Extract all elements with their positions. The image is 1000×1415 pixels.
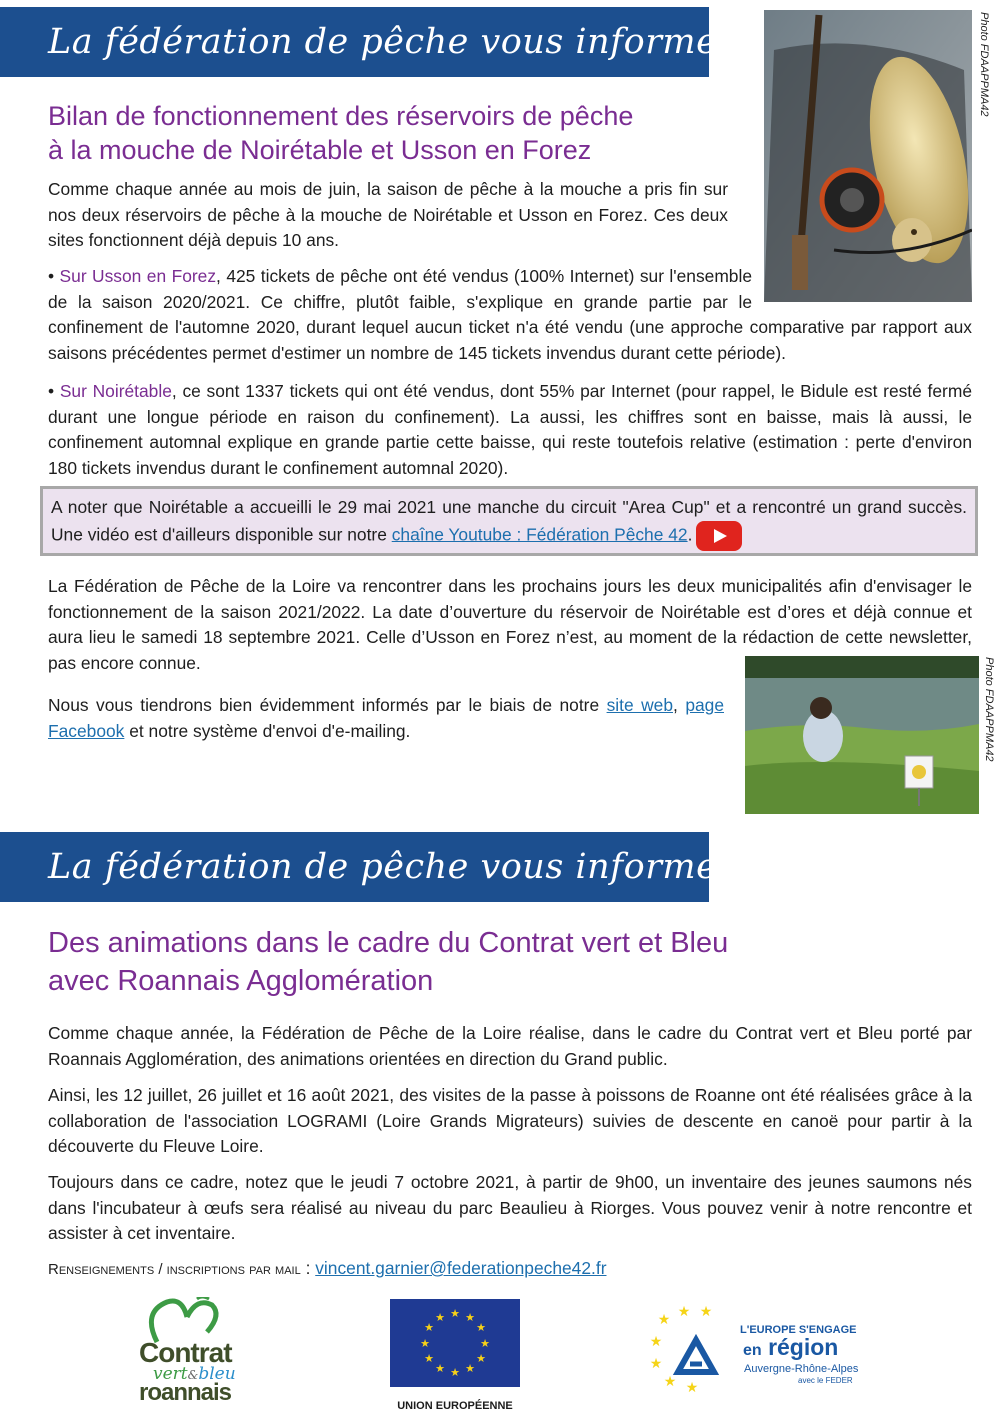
animations-paragraph-2: Ainsi, les 12 juillet, 26 juillet et 16 août 2021, des visites de la passe à poissons de Roanne ont été réalisées grâce à la collaboration de l'association LOGRAMI (Loire Grands Migrateurs) suivies de descente en canoë pour partir à la découverte du Fleuve Loire. bbox=[48, 1085, 972, 1156]
title-line-2: à la mouche de Noirétable et Usson en Forez bbox=[48, 135, 592, 165]
animations-paragraph-1: Comme chaque année, la Fédération de Pêche de la Loire réalise, dans le cadre du Contrat vert et Bleu porté par Roannais Agglomération, des animations orientées en direction du Grand public. bbox=[48, 1023, 972, 1069]
eu-flag-icon bbox=[390, 1299, 520, 1387]
contact-label: Renseignements / inscriptions par mail bbox=[48, 1261, 301, 1278]
fish-photo bbox=[764, 10, 972, 302]
svg-text:★: ★ bbox=[685, 1380, 699, 1392]
info-text-end: et notre système d'envoi d'e-mailing. bbox=[124, 720, 411, 741]
photo-credit: Photo FDAAPPMA42 bbox=[978, 12, 990, 117]
title-line-2: avec Roannais Agglomération bbox=[48, 965, 434, 997]
svg-text:★: ★ bbox=[435, 1362, 445, 1375]
usson-paragraph bbox=[48, 264, 972, 366]
noiretable-label: Sur Noirétable bbox=[59, 381, 172, 401]
info-text-start: Nous vous tiendrons bien évidemment informés par le biais de notre bbox=[48, 695, 607, 715]
title-line-1: Bilan de fonctionnement des réservoirs de pêche bbox=[48, 101, 634, 131]
svg-text:★: ★ bbox=[657, 1312, 671, 1328]
svg-text:★: ★ bbox=[480, 1337, 490, 1350]
svg-text:★: ★ bbox=[424, 1321, 434, 1334]
federation-paragraph: La Fédération de Pêche de la Loire va rencontrer dans les prochains jours les deux municipalités afin d'envisager le fonctionnement de la saison 2021/2022. La date d’ouverture du réservoir de Noirétable est d’ores et déjà connue et aura lieu le samedi 18 septembre 2021. Celle d’Usson en Forez n’est, au moment de la rédaction de cette newsletter, pas encore connue. bbox=[48, 576, 972, 673]
section-banner: La fédération de pêche vous informe bbox=[0, 832, 709, 902]
photo-credit: Photo FDAAPPMA42 bbox=[983, 657, 995, 762]
svg-text:★: ★ bbox=[677, 1304, 691, 1320]
info-paragraph bbox=[48, 693, 724, 744]
svg-text:★: ★ bbox=[450, 1366, 460, 1379]
svg-text:★: ★ bbox=[465, 1311, 475, 1324]
youtube-icon[interactable] bbox=[696, 521, 742, 551]
intro-paragraph: Comme chaque année au mois de juin, la saison de pêche à la mouche a pris fin sur nos deux réservoirs de pêche à la mouche de Noirétable et Usson en Forez. Ces deux sites fonctionnent déjà depuis 10 ans. bbox=[48, 179, 728, 250]
region-line-3: Auvergne-Rhône-Alpes bbox=[744, 1363, 859, 1375]
photo-float-spacer bbox=[752, 264, 972, 312]
info-comma: , bbox=[673, 695, 678, 715]
section-banner: La fédération de pêche vous informe bbox=[0, 7, 709, 77]
website-link[interactable]: site web bbox=[606, 695, 673, 715]
note-text: A noter que Noirétable a accueilli le 29 mai 2021 une manche du circuit "Area Cup" et a rencontré un grand succès. Une vidéo est d'ailleurs disponible sur notre bbox=[51, 497, 967, 545]
bullet-icon: • bbox=[48, 266, 60, 286]
svg-text:★: ★ bbox=[649, 1356, 663, 1372]
noiretable-text: , ce sont 1337 tickets qui ont été vendus, dont 55% par Internet (pour rappel, le Bidule est resté fermé durant une longue période en raison du confinement). La aussi, les chiffres sont en baisse, mais là aussi, le confinement automnal explique en grande partie cette baisse, qui reste toutefois relative (estimation : perte d'environ 180 tickets invendus durant le confinement automnal 2020). bbox=[48, 381, 972, 478]
svg-text:★: ★ bbox=[476, 1352, 486, 1365]
svg-text:★: ★ bbox=[476, 1321, 486, 1334]
eu-logo bbox=[390, 1299, 520, 1412]
roannais-word: roannais bbox=[139, 1379, 232, 1406]
usson-text: , 425 tickets de pêche ont été vendus (100% Internet) sur l'ensemble de la saison 2020/2021. Ce chiffre, plutôt faible, s'explique en grande partie par le confinement de l'automne 2020, durant lequel aucun ticket n'a été vendu (une approche comparative par rapport aux saisons précédentes permet d'estimer un nombre de 145 tickets invendus durant cette période). bbox=[48, 266, 972, 363]
note-end: . bbox=[687, 524, 693, 545]
usson-label: Sur Usson en Forez bbox=[59, 266, 217, 286]
facebook-link[interactable]: page Facebook bbox=[48, 695, 724, 741]
email-link[interactable]: vincent.garnier@federationpeche42.fr bbox=[315, 1258, 607, 1278]
youtube-link[interactable]: chaîne Youtube : Fédération Pêche 42 bbox=[391, 524, 688, 545]
contact-line bbox=[48, 1258, 607, 1279]
region-feder-logo bbox=[648, 1302, 868, 1394]
eu-label: UNION EUROPÉENNE bbox=[397, 1400, 513, 1412]
bullet-icon: • bbox=[48, 381, 60, 401]
region-line-4: avec le FEDER bbox=[798, 1376, 853, 1385]
contrat-word: Contrat bbox=[139, 1337, 232, 1368]
svg-text:★: ★ bbox=[424, 1352, 434, 1365]
region-line-1: L'EUROPE S'ENGAGE bbox=[740, 1324, 857, 1336]
article-title bbox=[48, 99, 633, 167]
svg-text:★: ★ bbox=[435, 1311, 445, 1324]
child-fishing-photo bbox=[745, 656, 979, 814]
svg-text:★: ★ bbox=[699, 1304, 713, 1320]
svg-text:★: ★ bbox=[465, 1362, 475, 1375]
svg-text:★: ★ bbox=[649, 1334, 663, 1350]
svg-text:★: ★ bbox=[420, 1337, 430, 1350]
vert-bleu-words: vert&bleu bbox=[153, 1364, 236, 1384]
noiretable-paragraph bbox=[48, 379, 972, 481]
area-cup-note bbox=[40, 486, 978, 556]
stars-circle-icon bbox=[648, 1302, 738, 1392]
contact-separator: : bbox=[300, 1258, 316, 1278]
animations-paragraph-3: Toujours dans ce cadre, notez que le jeudi 7 octobre 2021, à partir de 9h00, un inventaire des jeunes saumons nés dans l'incubateur à œufs sera réalisé au niveau du parc Beaulieu à Riorges. Vous pouvez venir à notre rencontre et assister à cet inventaire. bbox=[48, 1172, 972, 1243]
article-title bbox=[48, 924, 728, 1000]
svg-text:★: ★ bbox=[663, 1374, 677, 1390]
contrat-vert-bleu-logo bbox=[137, 1297, 247, 1407]
region-line-2: en région bbox=[743, 1334, 839, 1360]
title-line-1: Des animations dans le cadre du Contrat vert et Bleu bbox=[48, 927, 729, 959]
svg-text:★: ★ bbox=[450, 1307, 460, 1320]
